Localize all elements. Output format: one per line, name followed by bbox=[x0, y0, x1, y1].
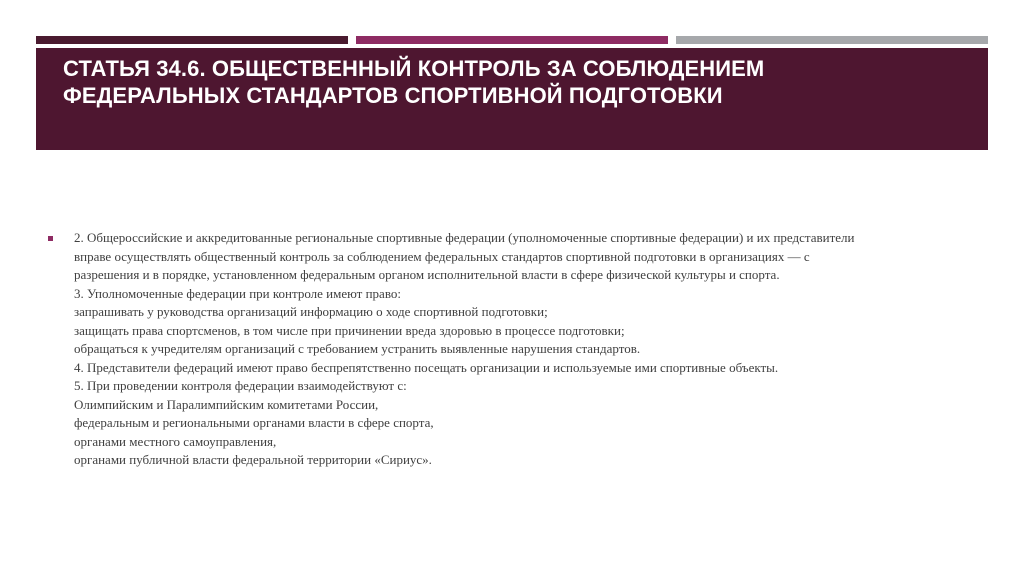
slide-body bbox=[48, 229, 988, 470]
body-line: Олимпийским и Паралимпийским комитетами России, bbox=[74, 396, 379, 412]
body-line: разрешения и в порядке, установленном федеральным органом исполнительной власти в сфере физической культуры и спорта. bbox=[74, 267, 780, 282]
body-text bbox=[74, 229, 988, 470]
decorative-stripe-dark bbox=[36, 36, 348, 44]
body-line: обращаться к учредителям организаций с требованием устранить выявленные нарушения стандартов. bbox=[74, 341, 641, 356]
body-line: 4. Представители федераций имеют право беспрепятственно посещать организации и используемые ими спортивные объекты. bbox=[74, 359, 779, 375]
body-line: вправе осуществлять общественный контроль за соблюдением федеральных стандартов спортивной подготовки в организациях — с bbox=[74, 248, 810, 264]
body-line: органами публичной власти федеральной территории «Сириус». bbox=[74, 452, 432, 467]
square-bullet-icon bbox=[48, 236, 53, 241]
slide-title-line-1: СТАТЬЯ 34.6. ОБЩЕСТВЕННЫЙ КОНТРОЛЬ ЗА СОБЛЮДЕНИЕМ bbox=[63, 56, 765, 81]
title-band bbox=[36, 48, 988, 150]
body-line: защищать права спортсменов, в том числе при причинении вреда здоровью в процессе подготовки; bbox=[74, 322, 625, 338]
decorative-stripe-magenta bbox=[356, 36, 668, 44]
slide-title-line-2: ФЕДЕРАЛЬНЫХ СТАНДАРТОВ СПОРТИВНОЙ ПОДГОТОВКИ bbox=[63, 83, 723, 108]
body-line: запрашивать у руководства организаций информацию о ходе спортивной подготовки; bbox=[74, 304, 548, 319]
body-line: федеральным и региональными органами власти в сфере спорта, bbox=[74, 415, 434, 430]
body-line: органами местного самоуправления, bbox=[74, 433, 277, 449]
body-line: 2. Общероссийские и аккредитованные региональные спортивные федерации (уполномоченные спортивные федерации) и их представители bbox=[74, 230, 855, 245]
body-line: 5. При проведении контроля федерации взаимодействуют с: bbox=[74, 378, 407, 393]
decorative-stripe-gray bbox=[676, 36, 988, 44]
body-line: 3. Уполномоченные федерации при контроле имеют право: bbox=[74, 285, 401, 301]
